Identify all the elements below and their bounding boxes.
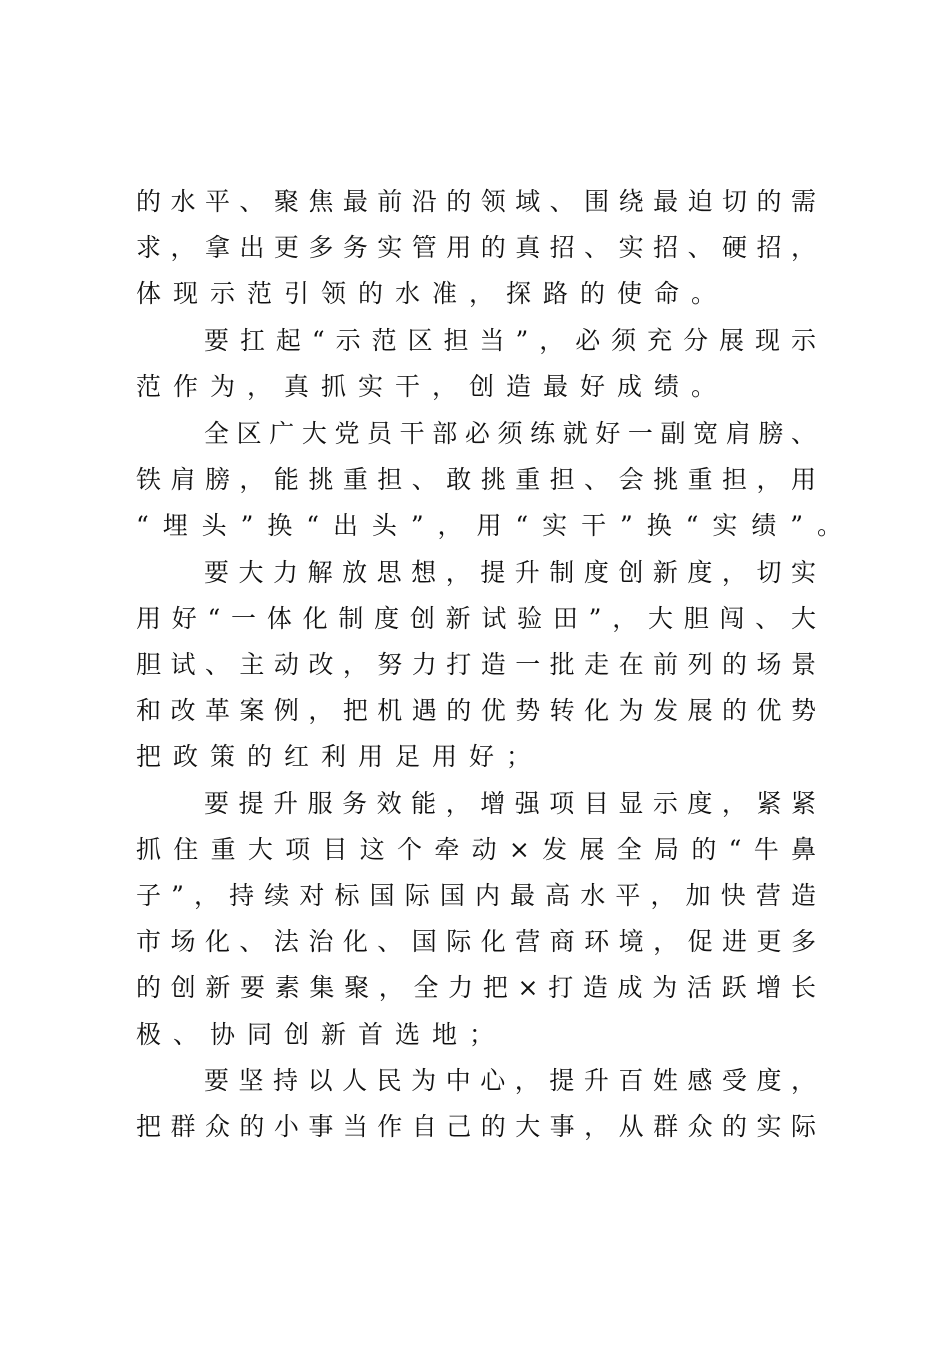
text-line: 的创新要素集聚，全力把×打造成为活跃增长 [136, 973, 816, 1002]
text-line: 极、协同创新首选地； [136, 1020, 507, 1049]
text-line: 和改革案例，把机遇的优势转化为发展的优势 [136, 696, 816, 725]
paragraph-first-line: 要扛起“示范区担当”，必须充分展现示 [204, 326, 816, 355]
text-line: 铁肩膀，能挑重担、敢挑重担、会挑重担，用 [136, 465, 816, 494]
text-line: 体现示范引领的水准，探路的使命。 [136, 279, 729, 308]
text-line: 求，拿出更多务实管用的真招、实招、硬招， [136, 233, 816, 262]
text-line: 抓住重大项目这个牵动×发展全局的“牛鼻 [136, 835, 816, 864]
text-line: 的水平、聚焦最前沿的领域、围绕最迫切的需 [136, 187, 816, 216]
text-line: 用好“一体化制度创新试验田”，大胆闯、大 [136, 604, 816, 633]
text-line: 子”，持续对标国际国内最高水平，加快营造 [136, 881, 816, 910]
text-line: 把群众的小事当作自己的大事，从群众的实际 [136, 1112, 816, 1141]
paragraph-first-line: 要坚持以人民为中心，提升百姓感受度， [204, 1066, 816, 1095]
text-line: 市场化、法治化、国际化营商环境，促进更多 [136, 927, 816, 956]
paragraph-first-line: 要大力解放思想，提升制度创新度，切实 [204, 558, 816, 587]
text-line: “埋头”换“出头”，用“实干”换“实绩”。 [136, 511, 842, 540]
text-line: 把政策的红利用足用好； [136, 742, 544, 771]
text-line: 范作为，真抓实干，创造最好成绩。 [136, 372, 729, 401]
paragraph-first-line: 要提升服务效能，增强项目显示度，紧紧 [204, 789, 816, 818]
text-line: 胆试、主动改，努力打造一批走在前列的场景 [136, 650, 816, 679]
paragraph-first-line: 全区广大党员干部必须练就好一副宽肩膀、 [204, 419, 816, 448]
